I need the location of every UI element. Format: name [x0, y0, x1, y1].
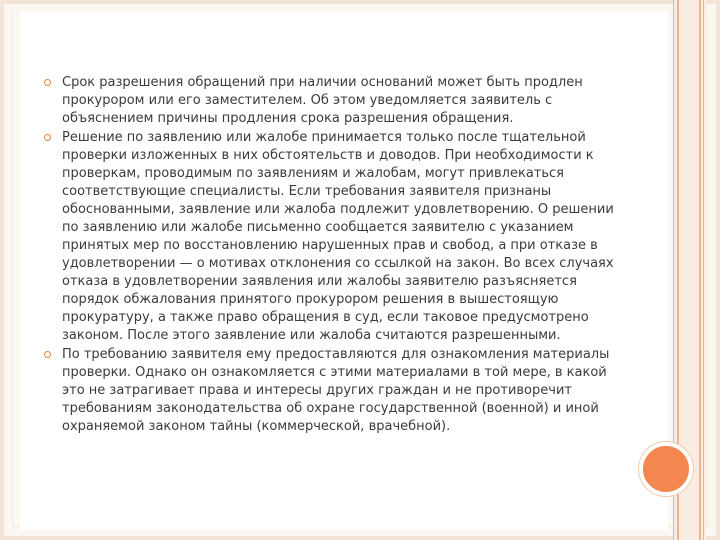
bullet-icon	[44, 134, 51, 141]
bullet-item	[44, 74, 622, 128]
decor-line	[699, 0, 701, 540]
decor-line	[703, 0, 704, 540]
bullet-text: Решение по заявлению или жалобе принимается только после тщательной проверки изложенных в них обстоятельств и доводов. При необходимости к проверкам, проводимым по заявлениям и жалобам, могут привлекаться соответствующие специалисты. Если требования заявителя признаны обоснованными, заявление или жалоба подлежит удовлетворению. О решении по заявлению или жалобе письменно сообщается заявителю с указанием принятых мер по восстановлению нарушенных прав и свобод, а при отказе в удовлетворении — о мотивах отклонения со ссылкой на закон. Во всех случаях отказа в удовлетворении заявления или жалобы заявителю разъясняется порядок обжалования принятого прокурором решения в вышестоящую прокуратуру, а также право обращения в суд, если таковое предусмотрено законом. После этого заявление или жалоба считаются разрешенными.	[62, 130, 614, 343]
bullet-text: Срок разрешения обращений при наличии оснований может быть продлен прокурором или его заместителем. Об этом уведомляется заявитель с объяснением причины продления срока разрешения обращения.	[62, 75, 583, 126]
bullet-item	[44, 346, 622, 436]
bullet-text: По требованию заявителя ему предоставляются для ознакомления материалы проверки. Однако он ознакомляется с этими материалами в той мере, в какой это не затрагивает права и интересы других граждан и не противоречит требованиям законодательства об охране государственной (военной) и иной охраняемой законом тайны (коммерческой, врачебной).	[62, 347, 610, 434]
bullet-icon	[44, 351, 51, 358]
bullet-icon	[44, 79, 51, 86]
decor-circle	[639, 442, 693, 496]
bullet-item	[44, 129, 622, 345]
bullet-list	[44, 74, 622, 437]
